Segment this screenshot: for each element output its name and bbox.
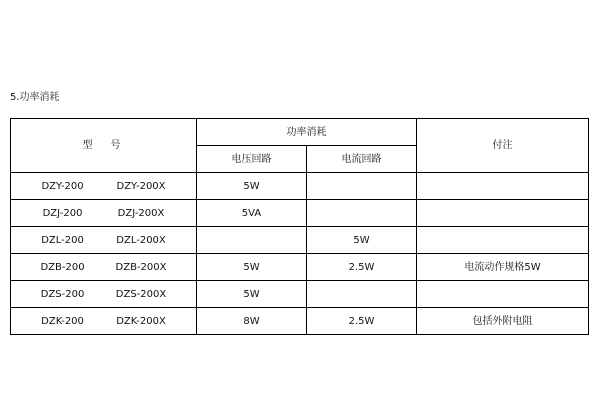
table-row xyxy=(11,281,589,308)
column-header-current-circuit: 电流回路 xyxy=(307,146,417,173)
cell-model xyxy=(11,173,197,200)
cell-current-circuit: 2.5W xyxy=(307,254,417,281)
cell-current-circuit xyxy=(307,281,417,308)
model-code-primary: DZJ-200 xyxy=(42,207,83,219)
page-title: 5.功率消耗 xyxy=(10,92,60,103)
cell-model xyxy=(11,281,197,308)
model-code-primary: DZL-200 xyxy=(41,234,84,246)
table-row xyxy=(11,200,589,227)
cell-model xyxy=(11,200,197,227)
table-row xyxy=(11,308,589,335)
model-code-secondary: DZL-200X xyxy=(116,234,166,246)
cell-model xyxy=(11,254,197,281)
cell-note xyxy=(417,281,589,308)
model-code-primary: DZB-200 xyxy=(40,261,85,273)
model-code-secondary: DZJ-200X xyxy=(117,207,165,219)
cell-model xyxy=(11,308,197,335)
cell-note: 电流动作规格5W xyxy=(417,254,589,281)
model-code-primary: DZK-200 xyxy=(41,315,84,327)
cell-note xyxy=(417,173,589,200)
model-code-secondary: DZK-200X xyxy=(116,315,166,327)
cell-model xyxy=(11,227,197,254)
cell-voltage-circuit: 5W xyxy=(197,254,307,281)
table-header xyxy=(11,119,589,173)
column-header-model: 型 号 xyxy=(11,119,197,173)
table-row xyxy=(11,254,589,281)
table-header-row-1 xyxy=(11,119,589,146)
table-body xyxy=(11,173,589,335)
cell-voltage-circuit: 5W xyxy=(197,281,307,308)
cell-current-circuit: 5W xyxy=(307,227,417,254)
cell-note xyxy=(417,227,589,254)
cell-voltage-circuit: 8W xyxy=(197,308,307,335)
table-row xyxy=(11,173,589,200)
model-code-secondary: DZS-200X xyxy=(115,288,167,300)
model-code-primary: DZY-200 xyxy=(41,180,84,192)
power-consumption-table-container xyxy=(10,118,588,335)
model-code-primary: DZS-200 xyxy=(40,288,85,300)
cell-voltage-circuit xyxy=(197,227,307,254)
model-code-secondary: DZB-200X xyxy=(115,261,167,273)
column-header-note: 付注 xyxy=(417,119,589,173)
column-header-voltage-circuit: 电压回路 xyxy=(197,146,307,173)
cell-current-circuit xyxy=(307,173,417,200)
cell-note: 包括外附电阻 xyxy=(417,308,589,335)
table-row xyxy=(11,227,589,254)
cell-note xyxy=(417,200,589,227)
cell-voltage-circuit: 5W xyxy=(197,173,307,200)
cell-current-circuit: 2.5W xyxy=(307,308,417,335)
cell-current-circuit xyxy=(307,200,417,227)
model-code-secondary: DZY-200X xyxy=(116,180,166,192)
power-consumption-table xyxy=(10,118,589,335)
cell-voltage-circuit: 5VA xyxy=(197,200,307,227)
column-header-power-consumption: 功率消耗 xyxy=(197,119,417,146)
